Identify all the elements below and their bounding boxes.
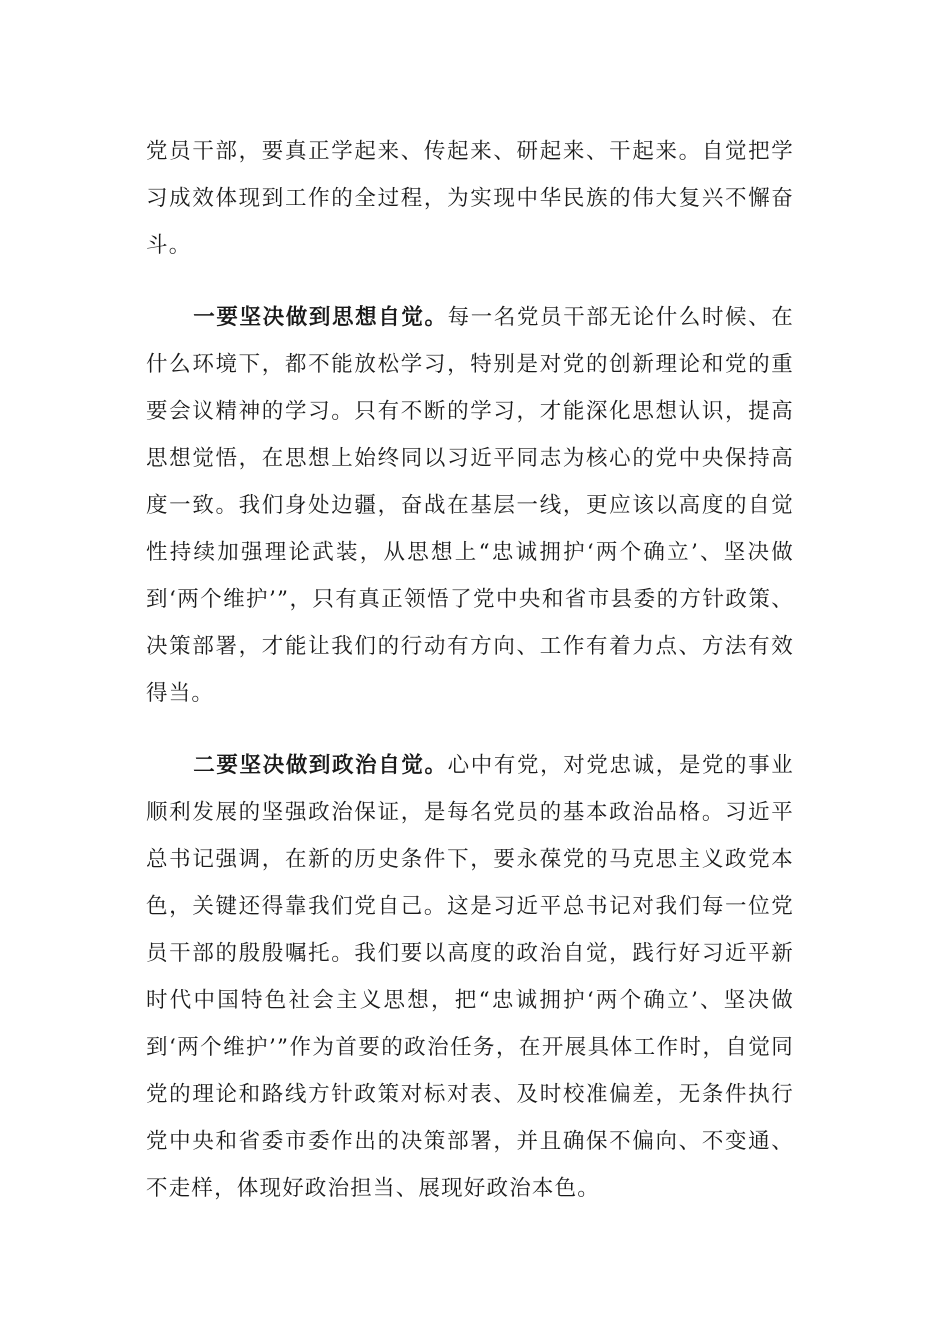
document-body [146, 128, 794, 1237]
paragraph-ideological-consciousness [146, 294, 794, 717]
paragraph-lead: 一要坚决做到思想自觉。 [193, 305, 448, 330]
paragraph-lead: 二要坚决做到政治自觉。 [193, 753, 448, 778]
paragraph-intro-continuation [146, 128, 794, 269]
paragraph-text: 每一名党员干部无论什么时候、在什么环境下，都不能放松学习，特别是对党的创新理论和党的重要会议精神的学习。只有不断的学习，才能深化思想认识，提高思想觉悟，在思想上始终同以习近平同志为核心的党中央保持高度一致。我们身处边疆，奋战在基层一线，更应该以高度的自觉性持续加强理论武装，从思想上“忠诚拥护‘两个确立’、坚决做到‘两个维护’”，只有真正领悟了党中央和省市县委的方针政策、决策部署，才能让我们的行动有方向、工作有着力点、方法有效得当。 [146, 305, 794, 706]
paragraph-political-consciousness [146, 742, 794, 1212]
paragraph-text: 心中有党，对党忠诚，是党的事业顺利发展的坚强政治保证，是每名党员的基本政治品格。习近平总书记强调，在新的历史条件下，要永葆党的马克思主义政党本色，关键还得靠我们党自己。这是习近平总书记对我们每一位党员干部的殷殷嘱托。我们要以高度的政治自觉，践行好习近平新时代中国特色社会主义思想，把“忠诚拥护‘两个确立’、坚决做到‘两个维护’”作为首要的政治任务，在开展具体工作时，自觉同党的理论和路线方针政策对标对表、及时校准偏差，无条件执行党中央和省委市委作出的决策部署，并且确保不偏向、不变通、不走样，体现好政治担当、展现好政治本色。 [146, 753, 794, 1201]
paragraph-text: 党员干部，要真正学起来、传起来、研起来、干起来。自觉把学习成效体现到工作的全过程，为实现中华民族的伟大复兴不懈奋斗。 [146, 139, 794, 258]
